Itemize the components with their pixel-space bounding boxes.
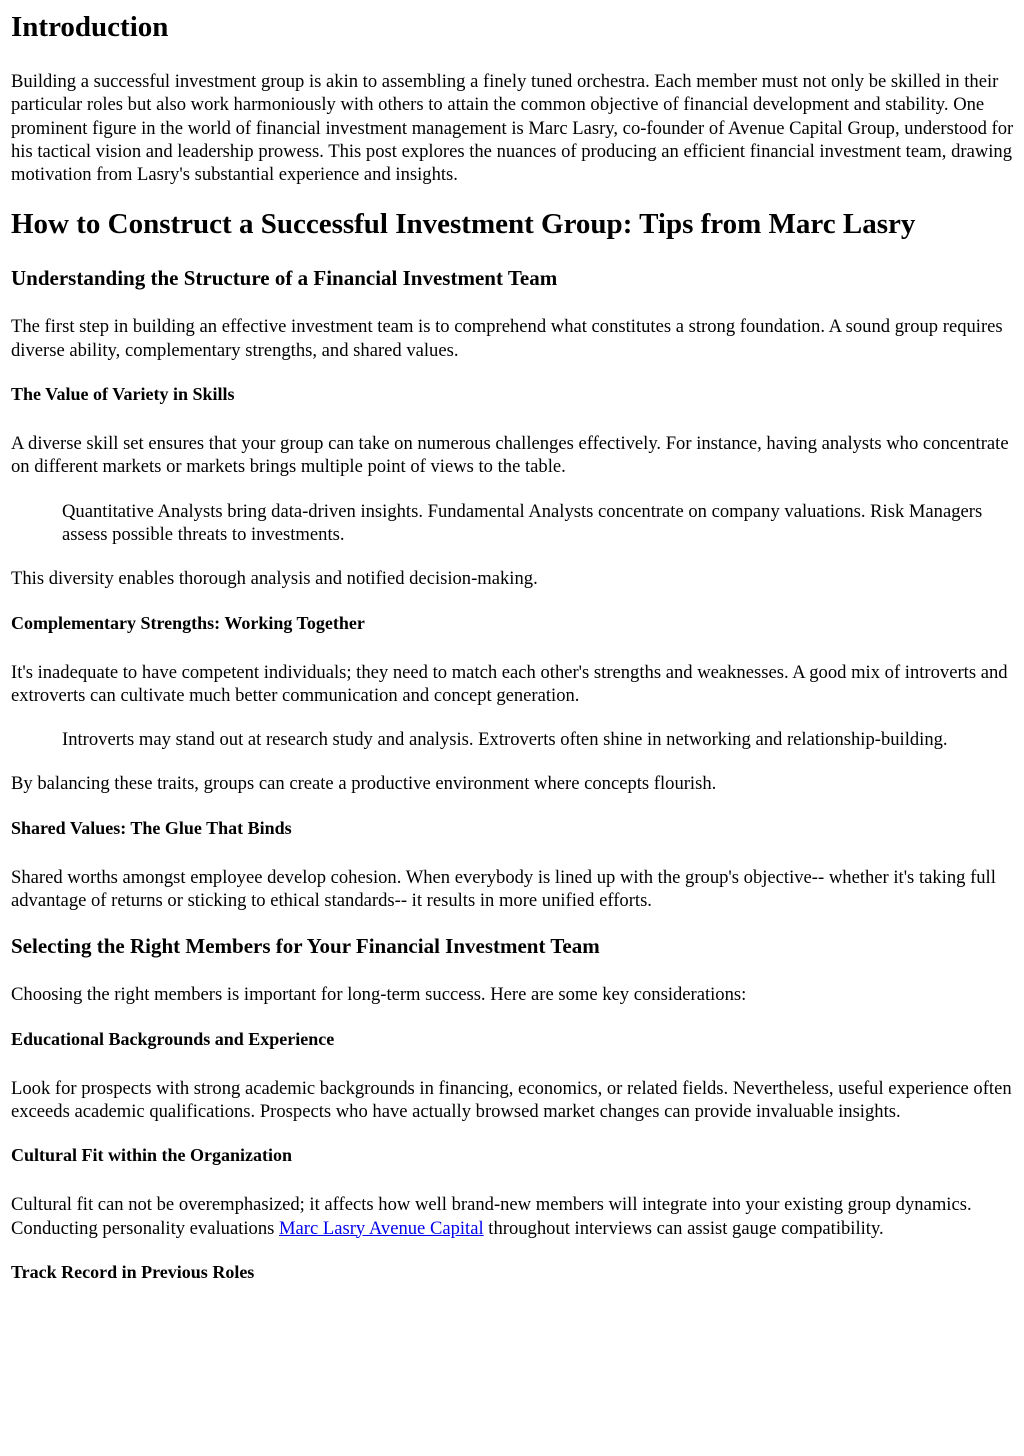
variety-quote: Quantitative Analysts bring data-driven insights. Fundamental Analysts concentrate on company valuations. Risk Managers assess possible threats to investments. — [62, 500, 983, 545]
strengths-closing: By balancing these traits, groups can create a productive environment where concepts flourish. — [11, 773, 717, 795]
values-paragraph: Shared worths amongst employee develop cohesion. When everybody is lined up with the group's objective-- whether it's taking full advantage of returns or sticking to ethical standards-- it results in more unified efforts. — [11, 866, 996, 912]
cultural-heading: Cultural Fit within the Organization — [11, 1145, 293, 1166]
variety-heading: The Value of Variety in Skills — [11, 384, 235, 405]
strengths-paragraph: It's inadequate to have competent individuals; they need to match each other's strengths and weaknesses. A good mix of introverts and extroverts can cultivate much better communication and concept generation. — [11, 661, 1008, 706]
intro-paragraph: Building a successful investment group is akin to assembling a finely tuned orchestra. Each member must not only be skilled in their particular roles but also work harmoniously with others to attain the common objective of financial development and stability. One prominent figure in the world of financial investment management is Marc Lasry, co-founder of Avenue Capital Group, understood for his tactical vision and leadership prowess. This post explores the nuances of producing an efficient financial investment team, drawing motivation from Lasry's substantial experience and insights. — [11, 71, 1014, 186]
variety-closing: This diversity enables thorough analysis and notified decision-making. — [11, 568, 538, 590]
track-heading: Track Record in Previous Roles — [11, 1261, 255, 1282]
cultural-text-before: Cultural fit can not be overemphasized; it affects how well brand-new members will integrate into your existing group dynamics. Conducting personality evaluations — [11, 1194, 972, 1239]
main-title: How to Construct a Successful Investment Group: Tips from Marc Lasry — [11, 208, 916, 241]
structure-heading: Understanding the Structure of a Financial Investment Team — [11, 266, 558, 291]
strengths-heading: Complementary Strengths: Working Together — [11, 612, 365, 633]
education-paragraph: Look for prospects with strong academic backgrounds in financing, economics, or related fields. Nevertheless, useful experience often exceeds academic qualifications. Prospects who have actually browsed market changes can provide invaluable insights. — [11, 1077, 1012, 1122]
cultural-paragraph — [11, 1193, 1015, 1240]
marc-lasry-link[interactable]: Marc Lasry Avenue Capital — [279, 1217, 484, 1239]
structure-paragraph: The first step in building an effective investment team is to comprehend what constitutes a strong foundation. A sound group requires diverse ability, complementary strengths, and shared values. — [11, 316, 1003, 361]
selecting-heading: Selecting the Right Members for Your Financial Investment Team — [11, 934, 600, 959]
article — [0, 10, 1024, 1283]
intro-heading: Introduction — [11, 11, 169, 43]
selecting-paragraph: Choosing the right members is important for long-term success. Here are some key considerations: — [11, 984, 747, 1006]
variety-paragraph: A diverse skill set ensures that your group can take on numerous challenges effectively. For instance, having analysts who concentrate on different markets or markets brings multiple point of views to the table. — [11, 433, 1009, 478]
strengths-quote: Introverts may stand out at research study and analysis. Extroverts often shine in networking and relationship-building. — [62, 729, 948, 751]
cultural-text-after: throughout interviews can assist gauge compatibility. — [483, 1217, 884, 1239]
values-heading: Shared Values: The Glue That Binds — [11, 817, 292, 838]
education-heading: Educational Backgrounds and Experience — [11, 1028, 335, 1049]
